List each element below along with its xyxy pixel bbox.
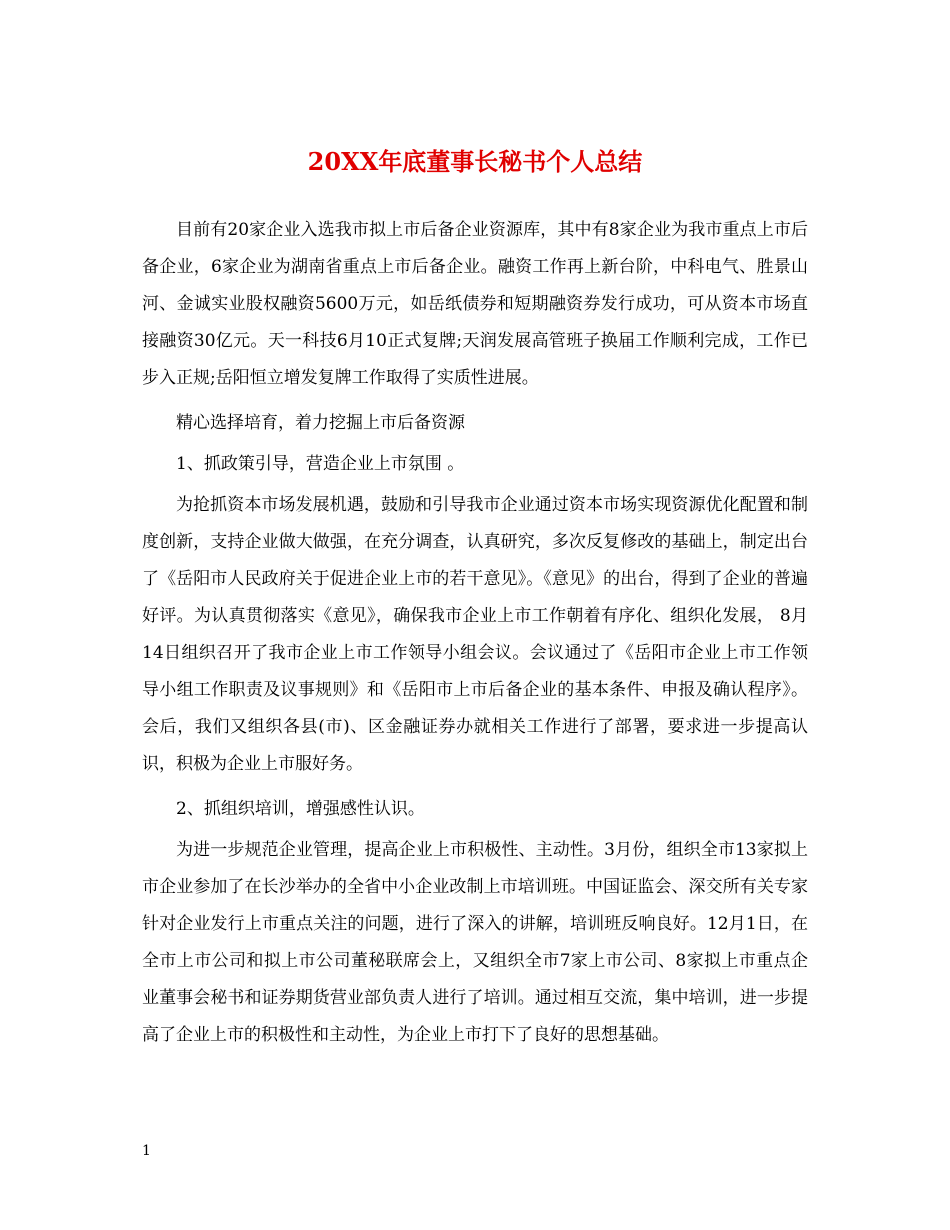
page-number: 1 <box>142 1143 151 1159</box>
document-body <box>142 212 808 1062</box>
section-heading: 精心选择培育，着力挖掘上市后备资源 <box>176 413 465 433</box>
paragraph-summary: 目前有20家企业入选我市拟上市后备企业资源库，其中有8家企业为我市重点上市后备企业，6家企业为湖南省重点上市后备企业。融资工作再上新台阶，中科电气、胜景山河、金诚实业股权融资5600万元，如岳纸债券和短期融资券发行成功，可从资本市场直接融资30亿元。天一科技6月10正式复牌;天润发展高管班子换届工作顺利完成，工作已步入正规;岳阳恒立增发复牌工作取得了实质性进展。 <box>142 220 808 388</box>
subsection-heading-1: 1、抓政策引导，营造企业上市氛围 。 <box>176 454 465 474</box>
paragraph-policy: 为抢抓资本市场发展机遇，鼓励和引导我市企业通过资本市场实现资源优化配置和制度创新，支持企业做大做强，在充分调查，认真研究，多次反复修改的基础上，制定出台了《岳阳市人民政府关于促进企业上市的若干意见》。《意见》的出台，得到了企业的普遍好评。为认真贯彻落实《意见》，确保我市企业上市工作朝着有序化、组织化发展， 8月14日组织召开了我市企业上市工作领导小组会议。会议通过了《岳阳市企业上市工作领导小组工作职责及议事规则》和《岳阳市上市后备企业的基本条件、申报及确认程序》。会后，我们又组织各县(市)、区金融证券办就相关工作进行了部署，要求进一步提高认识，积极为企业上市服好务。 <box>142 495 808 774</box>
subsection-heading-2: 2、抓组织培训，增强感性认识。 <box>176 799 425 819</box>
document-title: 20XX年底董事长秘书个人总结 <box>307 147 643 176</box>
paragraph-training: 为进一步规范企业管理，提高企业上市积极性、主动性。3月份，组织全市13家拟上市企业参加了在长沙举办的全省中小企业改制上市培训班。中国证监会、深交所有关专家针对企业发行上市重点关注的问题，进行了深入的讲解，培训班反响良好。12月1日，在全市上市公司和拟上市公司董秘联席会上，又组织全市7家上市公司、8家拟上市重点企业董事会秘书和证券期货营业部负责人进行了培训。通过相互交流，集中培训，进一步提高了企业上市的积极性和主动性，为企业上市打下了良好的思想基础。 <box>142 840 808 1045</box>
